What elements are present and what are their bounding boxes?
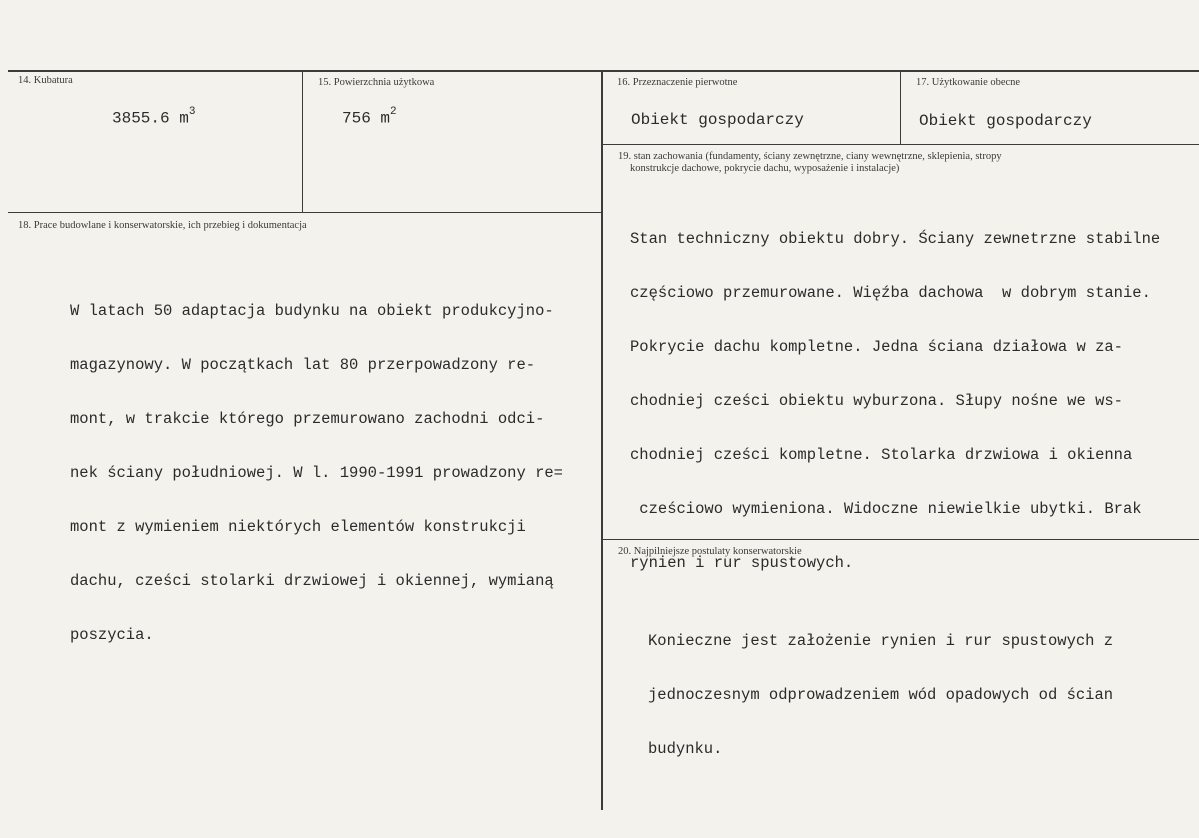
stan-line: chodniej cześci obiektu wyburzona. Słupy nośne we ws- (630, 392, 1123, 410)
kubatura-number: 3855.6 m (112, 109, 189, 128)
postulaty-text (648, 596, 1113, 794)
przeznaczenie-label: 16. Przeznaczenie pierwotne (617, 77, 738, 88)
stan-label (618, 151, 1188, 175)
kubatura-value (112, 108, 195, 127)
prace-label: 18. Prace budowlane i konserwatorskie, ich przebieg i dokumentacja (18, 220, 307, 231)
kubatura-label: 14. Kubatura (18, 75, 73, 86)
stan-line: częściowo przemurowane. Więźba dachowa w dobrym stanie. (630, 284, 1151, 302)
uzytkowanie-label: 17. Użytkowanie obecne (916, 77, 1021, 88)
przeznaczenie-value: Obiekt gospodarczy (631, 111, 804, 129)
postulaty-label: 20. Najpilniejsze postulaty konserwatorskie (618, 546, 802, 557)
powierzchnia-value (342, 108, 397, 127)
rule-right-upper (603, 144, 1199, 145)
postulaty-line: Konieczne jest założenie rynien i rur spustowych z (648, 632, 1114, 650)
stan-line: Stan techniczny obiektu dobry. Ściany zewnetrzne stabilne (630, 230, 1161, 248)
stan-line: rynien i rur spustowych. (630, 554, 854, 572)
rule-left-mid (8, 212, 602, 213)
uzytkowanie-value: Obiekt gospodarczy (919, 112, 1092, 130)
stan-line: cześciowo wymieniona. Widoczne niewielkie ubytki. Brak (630, 500, 1142, 518)
prace-line: dachu, cześci stolarki drzwiowej i okiennej, wymianą (70, 572, 554, 590)
divider-col-center (601, 72, 603, 810)
powierzchnia-label: 15. Powierzchnia użytkowa (318, 77, 435, 88)
stan-line: chodniej cześci kompletne. Stolarka drzwiowa i okienna (630, 446, 1133, 464)
prace-line: W latach 50 adaptacja budynku na obiekt produkcyjno- (70, 302, 554, 320)
prace-line: nek ściany południowej. W l. 1990-1991 prowadzony re= (70, 464, 563, 482)
top-rule (8, 70, 1199, 72)
prace-line: poszycia. (70, 626, 154, 644)
prace-line: magazynowy. W początkach lat 80 przerpowadzony re- (70, 356, 536, 374)
powierzchnia-exponent: 2 (390, 106, 397, 118)
kubatura-exponent: 3 (188, 106, 196, 118)
postulaty-line: budynku. (648, 740, 723, 758)
prace-line: mont, w trakcie którego przemurowano zachodni odci- (70, 410, 545, 428)
stan-label-line: konstrukcje dachowe, pokrycie dachu, wyposażenie i instalacje) (630, 163, 900, 174)
prace-text (70, 266, 563, 680)
prace-line: mont z wymieniem niektórych elementów konstrukcji (70, 518, 526, 536)
stan-line: Pokrycie dachu kompletne. Jedna ściana działowa w za- (630, 338, 1123, 356)
postulaty-line: jednoczesnym odprowadzeniem wód opadowych od ścian (648, 686, 1114, 704)
divider-col-3 (900, 72, 901, 144)
divider-col-1 (302, 72, 303, 212)
powierzchnia-number: 756 m (342, 109, 391, 128)
stan-label-line: 19. stan zachowania (fundamenty, ściany zewnętrzne, ciany wewnętrzne, sklepienia, stropy (618, 151, 1002, 162)
